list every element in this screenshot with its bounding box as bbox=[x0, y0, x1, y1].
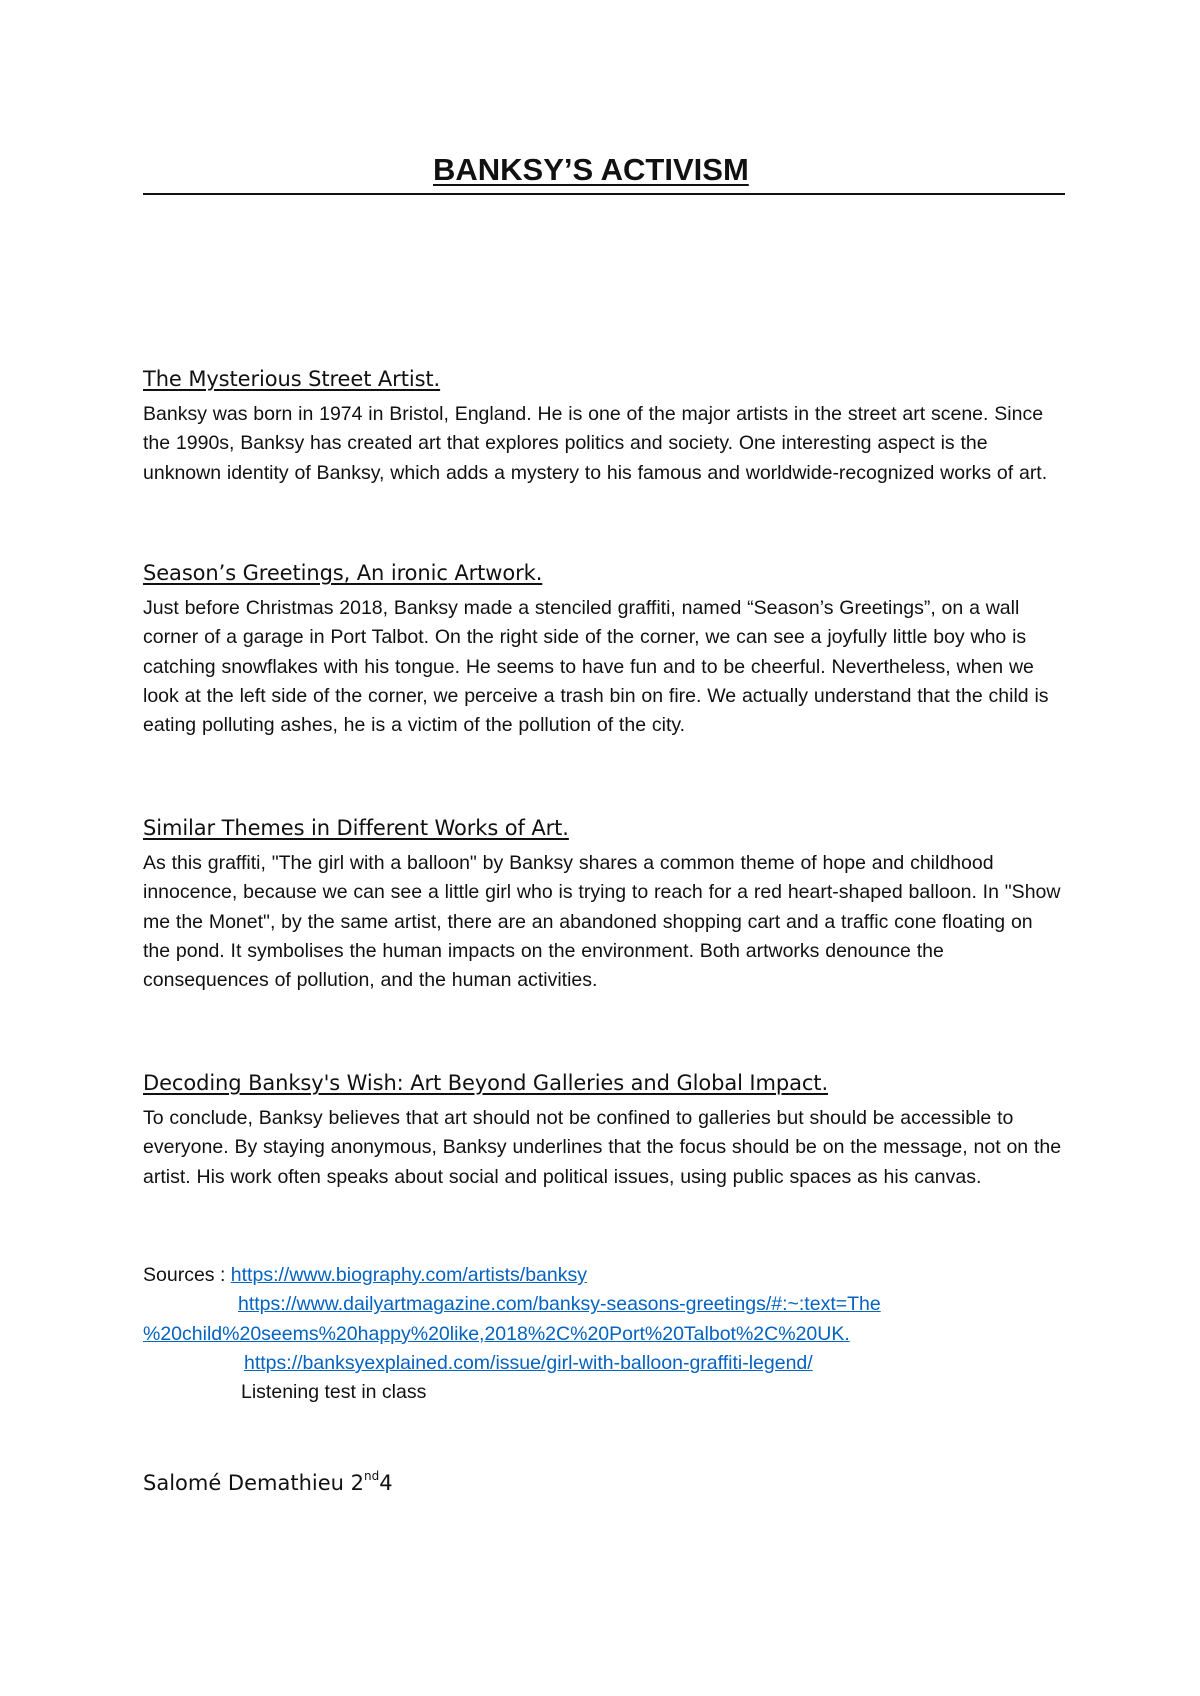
source-link-banksyexplained[interactable]: https://banksyexplained.com/issue/girl-with-balloon-graffiti-legend/ bbox=[244, 1351, 813, 1374]
sources-fourth-line bbox=[143, 1349, 1065, 1378]
source-link-biography[interactable]: https://www.biography.com/artists/banksy bbox=[230, 1264, 587, 1286]
section-heading: Season’s Greetings, An ironic Artwork. bbox=[143, 561, 543, 585]
section-seasons-greetings bbox=[143, 561, 1065, 740]
author-line bbox=[143, 1469, 393, 1495]
sources-third-line bbox=[143, 1320, 1065, 1349]
title-block bbox=[143, 148, 1065, 195]
section-heading: Similar Themes in Different Works of Art. bbox=[143, 816, 569, 840]
sources-note: Listening test in class bbox=[241, 1381, 427, 1404]
section-mysterious-street-artist bbox=[143, 367, 1065, 488]
section-heading: The Mysterious Street Artist. bbox=[143, 367, 441, 391]
section-similar-themes bbox=[143, 816, 1065, 995]
source-link-dailyartmagazine[interactable]: https://www.dailyartmagazine.com/banksy-seasons-greetings/#:~:text=The bbox=[238, 1293, 881, 1316]
source-link-dailyartmagazine-continued[interactable]: %20child%20seems%20happy%20like,2018%2C%20Port%20Talbot%2C%20UK. bbox=[143, 1322, 850, 1345]
document-title: BANKSY’S ACTIVISM bbox=[433, 152, 749, 187]
sources-label: Sources : bbox=[143, 1264, 231, 1286]
section-decoding-banksys-wish bbox=[143, 1071, 1065, 1192]
sources-note-line bbox=[143, 1378, 1065, 1407]
section-body: Banksy was born in 1974 in Bristol, England. He is one of the major artists in the street art scene. Since the 1990s, Banksy has created art that explores politics and society. One interesting aspect is the unknown identity of Banksy, which adds a mystery to his famous and worldwide-recognized works of art. bbox=[143, 403, 1048, 484]
sources-block bbox=[143, 1261, 1065, 1407]
sources-second-line bbox=[143, 1290, 1065, 1319]
section-heading: Decoding Banksy's Wish: Art Beyond Galleries and Global Impact. bbox=[143, 1071, 829, 1095]
section-body: As this graffiti, "The girl with a balloon" by Banksy shares a common theme of hope and childhood innocence, because we can see a little girl who is trying to reach for a red heart-shaped balloon. In "Show me the Monet", by the same artist, there are an abandoned shopping cart and a traffic cone floating on the pond. It symbolises the human impacts on the environment. Both artworks denounce the consequences of pollution, and the human activities. bbox=[143, 852, 1061, 992]
author-class-number: 4 bbox=[379, 1471, 393, 1495]
section-body: To conclude, Banksy believes that art should not be confined to galleries but should be accessible to everyone. By staying anonymous, Banksy underlines that the focus should be on the message, not on the artist. His work often speaks about social and political issues, using public spaces as his canvas. bbox=[143, 1107, 1062, 1188]
author-name: Salomé Demathieu 2 bbox=[143, 1471, 364, 1495]
sources-first-line bbox=[143, 1261, 1065, 1290]
author-ordinal-suffix: nd bbox=[364, 1469, 380, 1483]
section-body: Just before Christmas 2018, Banksy made a stenciled graffiti, named “Season’s Greetings”, on a wall corner of a garage in Port Talbot. On the right side of the corner, we can see a joyfully little boy who is catching snowflakes with his tongue. He seems to have fun and to be cheerful. Nevertheless, when we look at the left side of the corner, we perceive a trash bin on fire. We actually understand that the child is eating polluting ashes, he is a victim of the pollution of the city. bbox=[143, 597, 1049, 737]
